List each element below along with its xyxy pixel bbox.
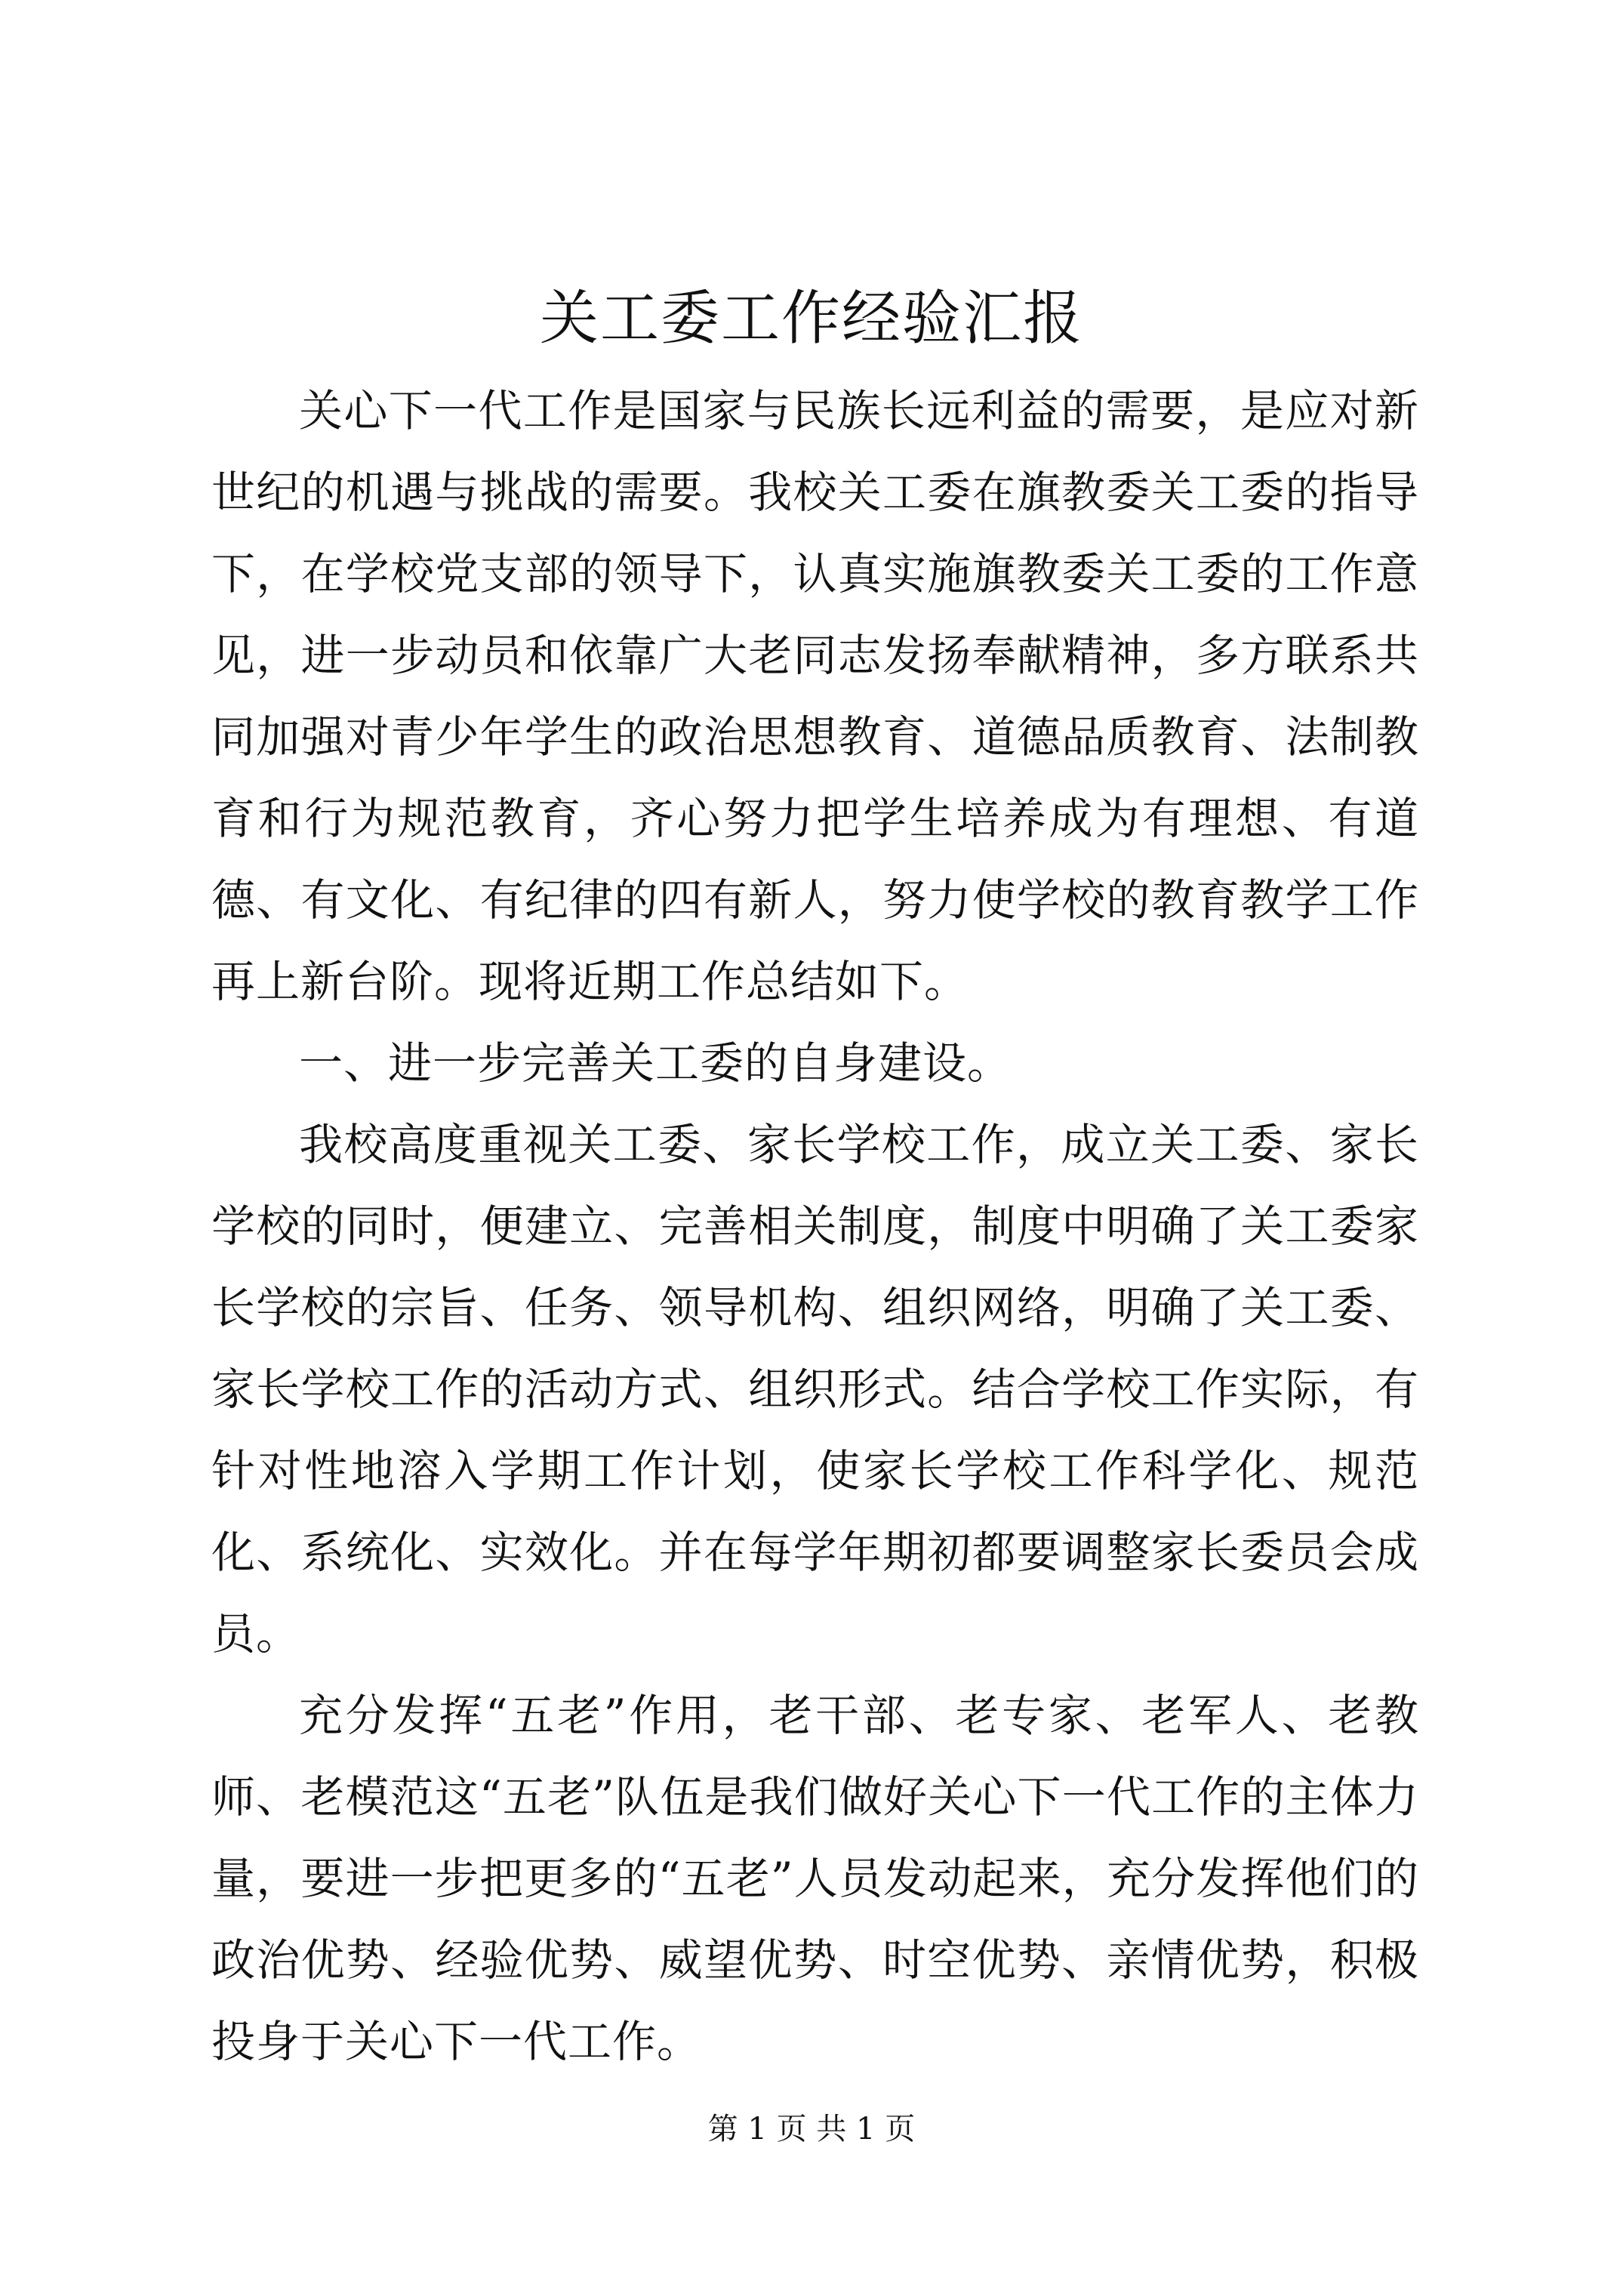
document-title: 关工委工作经验汇报 <box>539 285 1083 353</box>
paragraph-intro: 关心下一代工作是国家与民族长远利益的需要，是应对新世纪的机遇与挑战的需要。我校关工委在旗教委关工委的指导下，在学校党支部的领导下，认真实施旗教委关工委的工作意见，进一步动员和依靠广大老同志发扬奉献精神，多方联系共同加强对青少年学生的政治思想教育、道德品质教育、法制教育和行为规范教育，齐心努力把学生培养成为有理想、有道德、有文化、有纪律的四有新人，努力使学校的教育教学工作再上新台阶。现将近期工作总结如下。 <box>211 385 1419 1007</box>
page-footer: 第 1 页 共 1 页 <box>707 2112 916 2147</box>
paragraph-five-elders: 充分发挥“五老”作用，老干部、老专家、老军人、老教师、老模范这“五老”队伍是我们做好关心下一代工作的主体力量，要进一步把更多的“五老”人员发动起来，充分发挥他们的政治优势、经验优势、威望优势、时空优势、亲情优势，积极投身于关心下一代工作。 <box>211 1690 1419 2067</box>
section-heading-1: 一、进一步完善关工委的自身建设。 <box>299 1037 1012 1089</box>
paragraph-organization: 我校高度重视关工委、家长学校工作，成立关工委、家长学校的同时，便建立、完善相关制度，制度中明确了关工委家长学校的宗旨、任务、领导机构、组织网络，明确了关工委、家长学校工作的活动方式、组织形式。结合学校工作实际，有针对性地溶入学期工作计划，使家长学校工作科学化、规范化、系统化、实效化。并在每学年期初都要调整家长委员会成员。 <box>211 1119 1419 1660</box>
document-body <box>211 370 1419 2082</box>
